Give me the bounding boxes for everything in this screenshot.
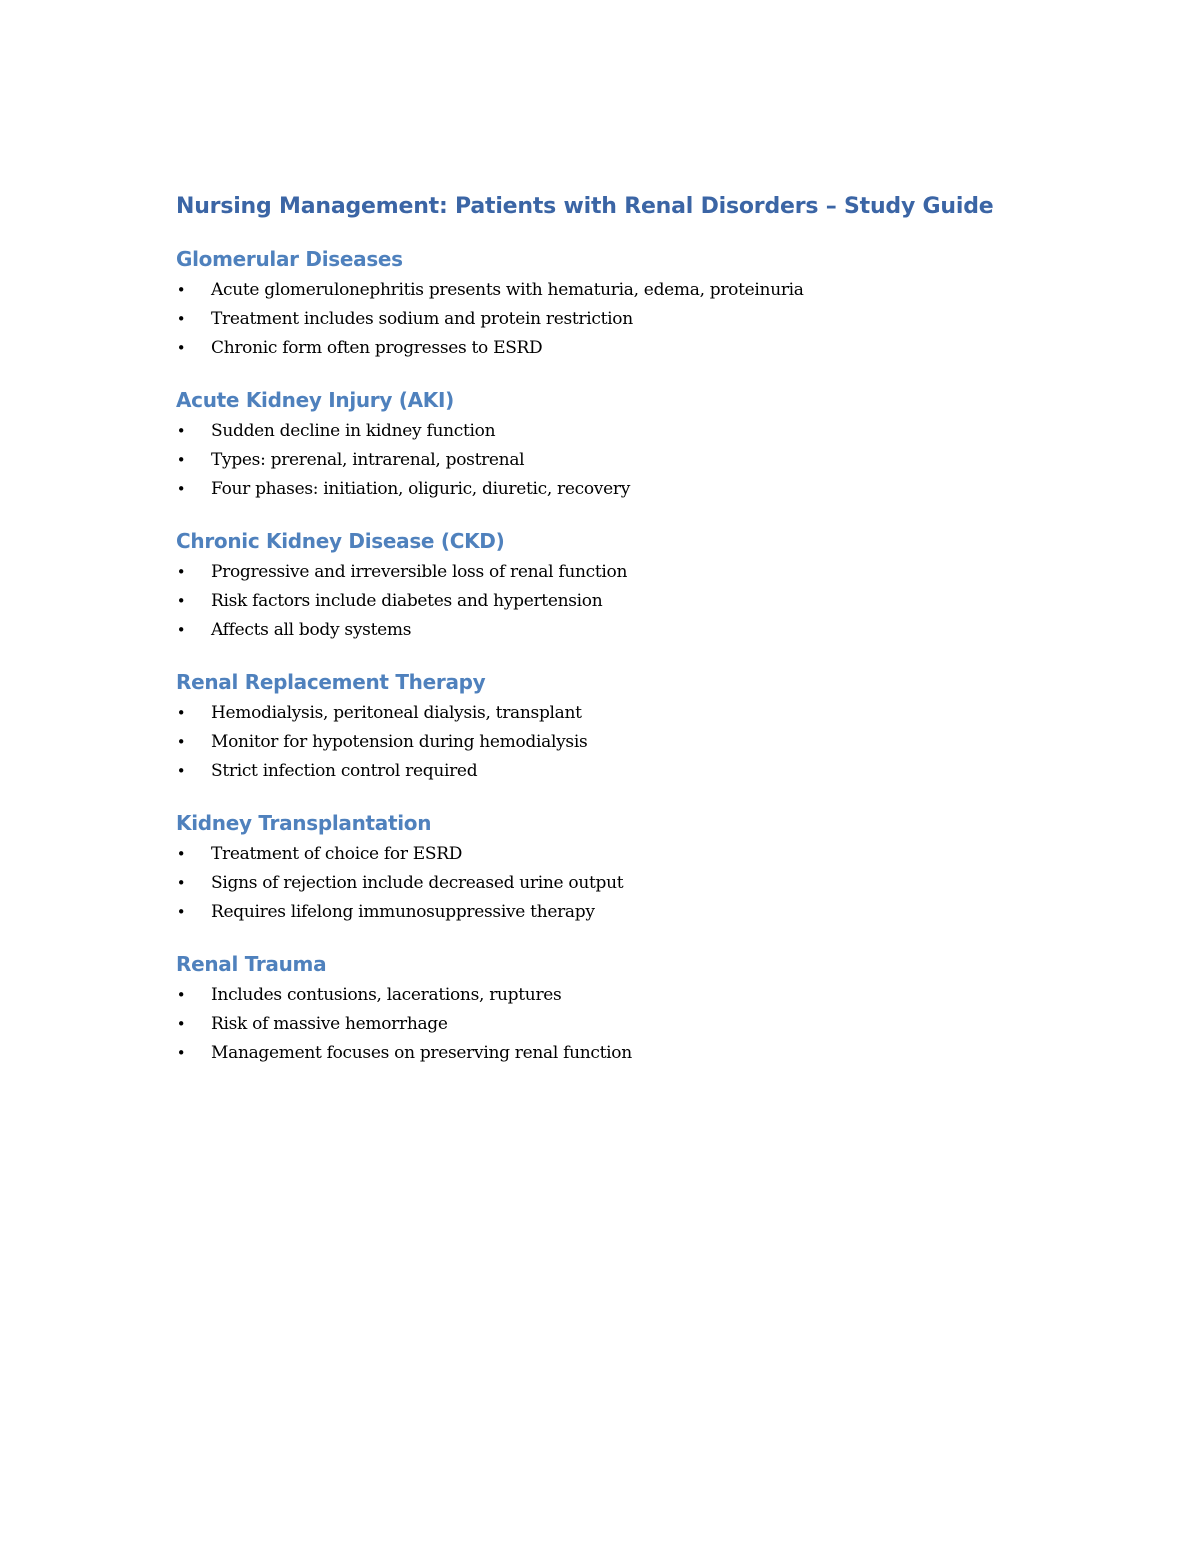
list-item-text: Risk factors include diabetes and hypertension <box>211 591 603 611</box>
list-item <box>176 1039 1036 1068</box>
document-title: Nursing Management: Patients with Renal Disorders – Study Guide <box>176 194 994 219</box>
section-heading: Glomerular Diseases <box>176 247 403 271</box>
bullet-list <box>176 276 1036 363</box>
section-renal-replacement-therapy <box>176 668 1036 786</box>
section-heading: Chronic Kidney Disease (CKD) <box>176 529 505 553</box>
section-glomerular-diseases <box>176 245 1036 363</box>
bullet-list <box>176 981 1036 1068</box>
bullet-icon: • <box>176 986 186 1004</box>
bullet-icon: • <box>176 422 186 440</box>
list-item-text: Includes contusions, lacerations, ruptures <box>211 985 562 1005</box>
bullet-icon: • <box>176 733 186 751</box>
section-heading: Renal Trauma <box>176 952 327 976</box>
list-item-text: Hemodialysis, peritoneal dialysis, transplant <box>211 703 582 723</box>
list-item-text: Sudden decline in kidney function <box>211 421 496 441</box>
section-chronic-kidney-disease <box>176 527 1036 645</box>
bullet-icon: • <box>176 281 186 299</box>
list-item <box>176 587 1036 616</box>
bullet-icon: • <box>176 480 186 498</box>
list-item-text: Strict infection control required <box>211 761 478 781</box>
list-item <box>176 558 1036 587</box>
bullet-icon: • <box>176 874 186 892</box>
list-item <box>176 757 1036 786</box>
list-item <box>176 305 1036 334</box>
bullet-list <box>176 558 1036 645</box>
bullet-icon: • <box>176 903 186 921</box>
list-item <box>176 699 1036 728</box>
list-item <box>176 417 1036 446</box>
list-item-text: Management focuses on preserving renal function <box>211 1043 632 1063</box>
bullet-list <box>176 840 1036 927</box>
bullet-icon: • <box>176 592 186 610</box>
list-item <box>176 446 1036 475</box>
list-item-text: Treatment includes sodium and protein restriction <box>211 309 633 329</box>
list-item-text: Risk of massive hemorrhage <box>211 1014 448 1034</box>
list-item-text: Requires lifelong immunosuppressive therapy <box>211 902 595 922</box>
bullet-icon: • <box>176 339 186 357</box>
list-item-text: Chronic form often progresses to ESRD <box>211 338 543 358</box>
list-item-text: Progressive and irreversible loss of renal function <box>211 562 628 582</box>
bullet-icon: • <box>176 310 186 328</box>
list-item <box>176 869 1036 898</box>
bullet-icon: • <box>176 621 186 639</box>
list-item-text: Signs of rejection include decreased urine output <box>211 873 624 893</box>
document-body <box>176 192 1036 1068</box>
section-heading: Acute Kidney Injury (AKI) <box>176 388 454 412</box>
bullet-icon: • <box>176 1015 186 1033</box>
list-item-text: Affects all body systems <box>211 620 412 640</box>
bullet-icon: • <box>176 704 186 722</box>
list-item-text: Acute glomerulonephritis presents with hematuria, edema, proteinuria <box>211 280 804 300</box>
list-item <box>176 1010 1036 1039</box>
list-item <box>176 616 1036 645</box>
section-renal-trauma <box>176 950 1036 1068</box>
bullet-icon: • <box>176 762 186 780</box>
section-heading: Renal Replacement Therapy <box>176 670 486 694</box>
bullet-icon: • <box>176 845 186 863</box>
list-item-text: Monitor for hypotension during hemodialysis <box>211 732 588 752</box>
section-heading: Kidney Transplantation <box>176 811 432 835</box>
section-kidney-transplantation <box>176 809 1036 927</box>
list-item <box>176 840 1036 869</box>
list-item <box>176 981 1036 1010</box>
list-item <box>176 898 1036 927</box>
bullet-icon: • <box>176 563 186 581</box>
bullet-icon: • <box>176 451 186 469</box>
list-item-text: Treatment of choice for ESRD <box>211 844 463 864</box>
list-item-text: Types: prerenal, intrarenal, postrenal <box>211 450 525 470</box>
bullet-list <box>176 699 1036 786</box>
section-acute-kidney-injury <box>176 386 1036 504</box>
list-item <box>176 334 1036 363</box>
bullet-icon: • <box>176 1044 186 1062</box>
bullet-list <box>176 417 1036 504</box>
list-item <box>176 276 1036 305</box>
list-item <box>176 728 1036 757</box>
list-item-text: Four phases: initiation, oliguric, diuretic, recovery <box>211 479 630 499</box>
list-item <box>176 475 1036 504</box>
